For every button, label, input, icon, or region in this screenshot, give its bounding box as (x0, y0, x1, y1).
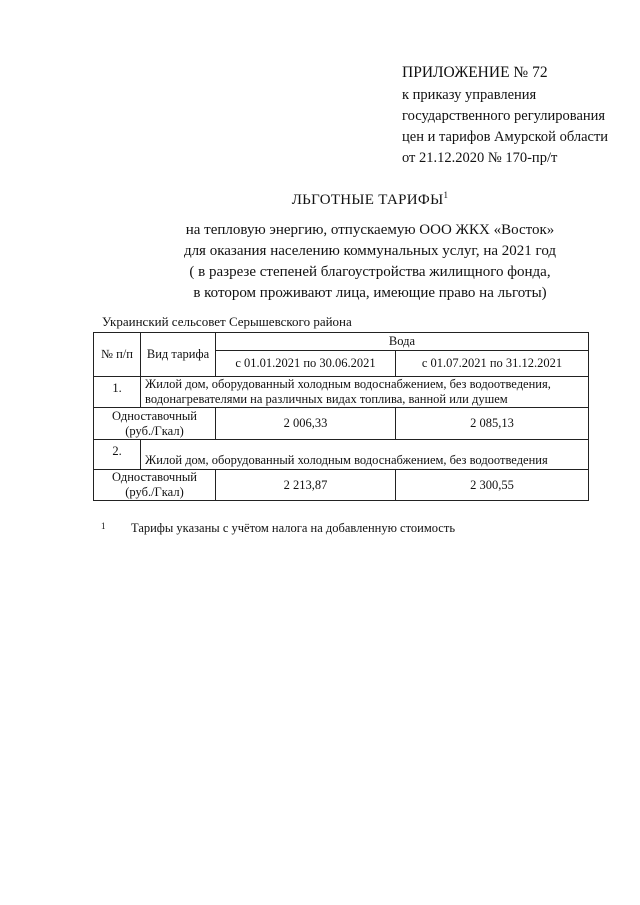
footnote (101, 521, 455, 536)
section-number: 1. (94, 377, 141, 408)
section-number: 2. (94, 440, 141, 470)
tariff-kind: Одноставочный (112, 470, 197, 484)
title-footnote-ref: 1 (443, 190, 449, 200)
subtitle-line: для оказания населению коммунальных услуг, на 2021 год (183, 243, 557, 259)
tariff-value-period-1: 2 213,87 (216, 470, 396, 501)
tariff-table (93, 332, 589, 501)
tariff-value-period-2: 2 085,13 (396, 408, 589, 440)
tariff-unit: (руб./Гкал) (125, 485, 184, 499)
section-row (94, 377, 589, 408)
subtitle-line: на тепловую энергию, отпускаемую ООО ЖКХ «Восток» (185, 222, 555, 238)
tariff-kind-cell (94, 408, 216, 440)
document-subtitle (0, 220, 640, 304)
header-row (94, 333, 589, 351)
appendix-line: от 21.12.2020 № 170-пр/т (402, 150, 558, 166)
tariff-row (94, 408, 589, 440)
tariff-value-period-2: 2 300,55 (396, 470, 589, 501)
appendix-line: к приказу управления (402, 87, 537, 103)
tariff-value-period-1: 2 006,33 (216, 408, 396, 440)
footnote-text: Тарифы указаны с учётом налога на добавленную стоимость (131, 521, 456, 535)
tariff-row (94, 470, 589, 501)
subtitle-line: ( в разрезе степеней благоустройства жилищного фонда, (189, 264, 551, 280)
header-tariff-kind: Вид тарифа (141, 333, 216, 377)
tariff-unit: (руб./Гкал) (125, 423, 184, 438)
appendix-line: цен и тарифов Амурской области (402, 129, 609, 145)
appendix-block (402, 62, 608, 169)
header-number: № п/п (94, 333, 141, 377)
document-title-text: ЛЬГОТНЫЕ ТАРИФЫ (291, 192, 444, 208)
region-label: Украинский сельсовет Серышевского района (102, 314, 352, 329)
header-period-2: с 01.07.2021 по 31.12.2021 (396, 351, 589, 377)
tariff-kind-cell (94, 470, 216, 501)
footnote-mark: 1 (101, 521, 106, 531)
header-period-1: с 01.01.2021 по 30.06.2021 (216, 351, 396, 377)
tariff-kind: Одноставочный (112, 408, 197, 423)
subtitle-line: в котором проживают лица, имеющие право на льготы) (193, 285, 547, 301)
section-description: Жилой дом, оборудованный холодным водоснабжением, без водоотведения (141, 440, 589, 470)
document-title (0, 190, 640, 209)
appendix-line: государственного регулирования (402, 108, 606, 124)
header-water-group: Вода (216, 333, 589, 351)
appendix-heading: ПРИЛОЖЕНИЕ № 72 (402, 64, 548, 81)
section-row (94, 440, 589, 470)
section-description: Жилой дом, оборудованный холодным водоснабжением, без водоотведения, водонагревателями на различных видах топлива, ванной или душем (141, 377, 589, 408)
